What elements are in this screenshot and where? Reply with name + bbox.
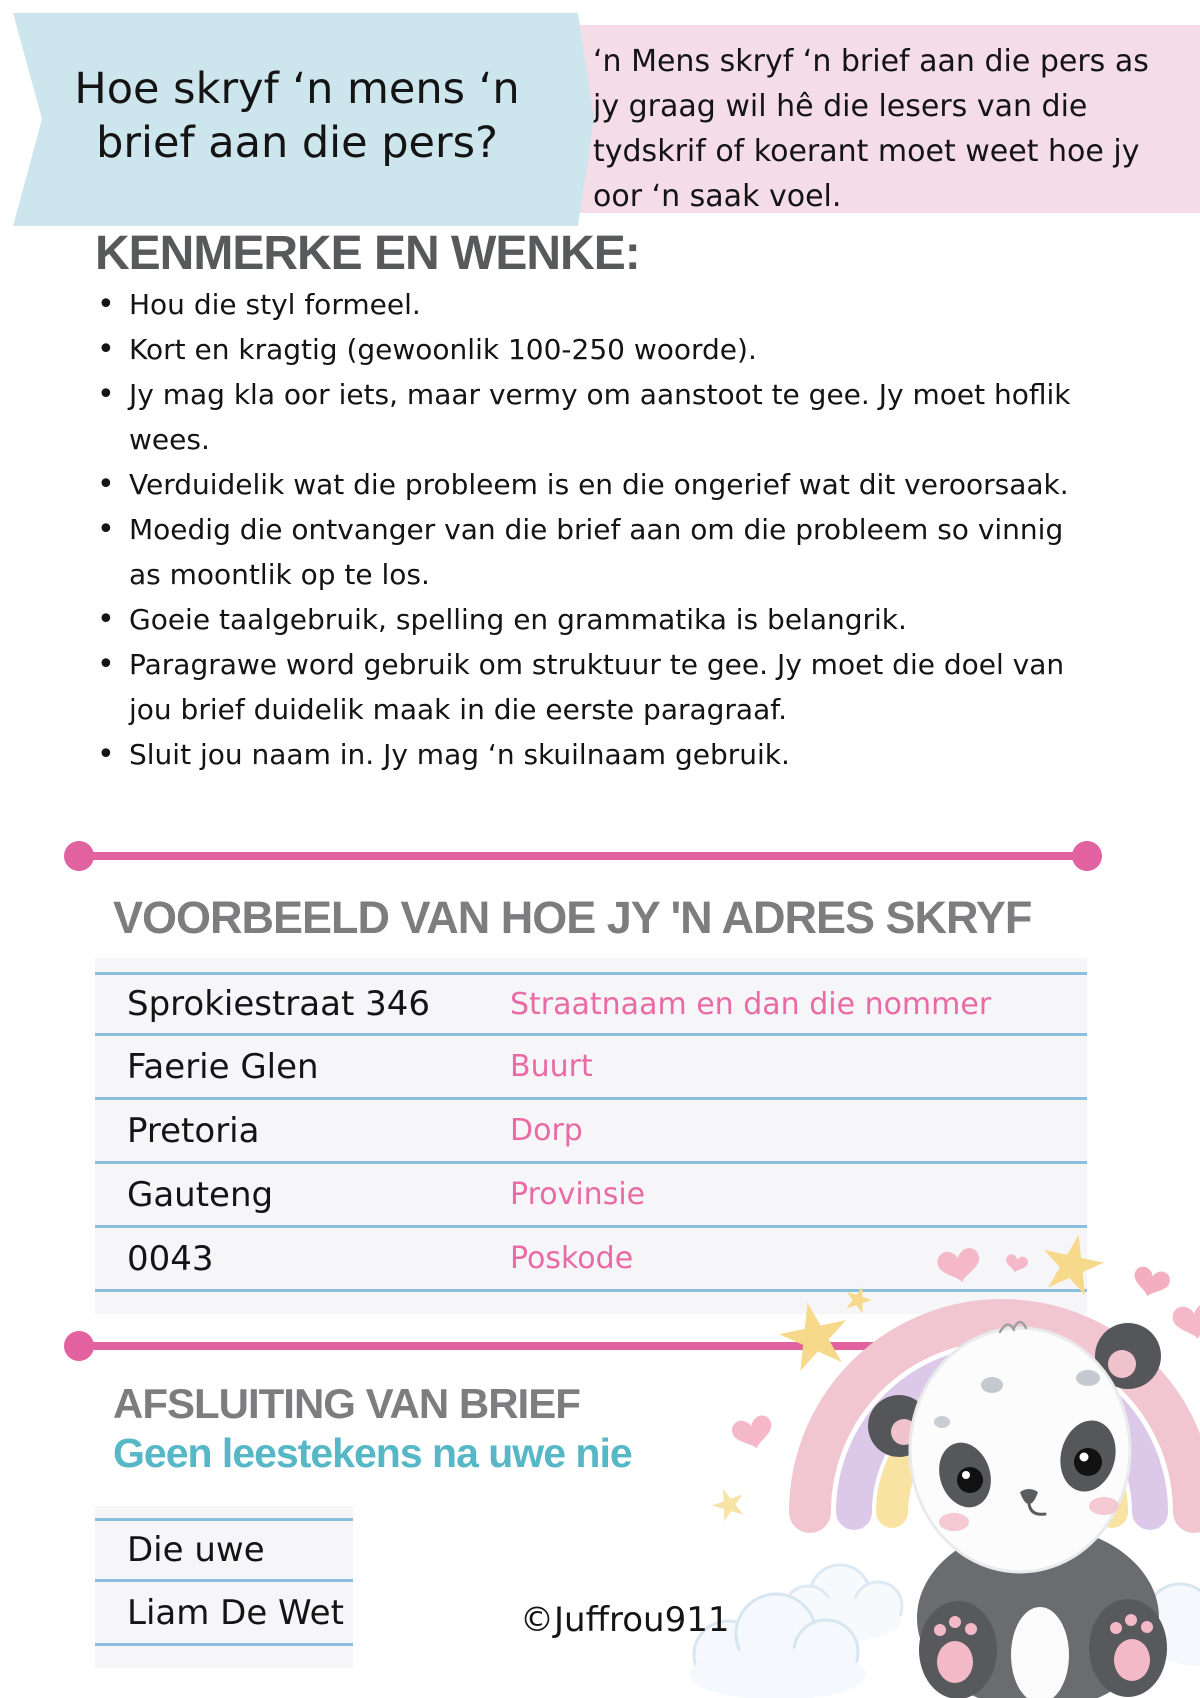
- page-title: [42, 62, 552, 170]
- bullet-item: • Kort en kragtig (gewoonlik 100-250 woorde).: [95, 327, 1080, 372]
- kenmerke-bullet-list: [95, 282, 1080, 777]
- heart-icon: [936, 1247, 983, 1287]
- bullet-item: • Hou die styl formeel.: [95, 282, 1080, 327]
- intro-box: [563, 25, 1200, 213]
- address-value: Faerie Glen: [127, 1046, 319, 1087]
- address-label: Poskode: [510, 1241, 634, 1276]
- table-row: Liam De Wet: [95, 1582, 353, 1646]
- address-label: Buurt: [510, 1049, 593, 1084]
- address-label: Straatnaam en dan die nommer: [510, 986, 992, 1022]
- divider-dot: [64, 1331, 94, 1361]
- address-value: Sprokiestraat 346: [127, 984, 430, 1024]
- bullet-item: • Verduidelik wat die probleem is en die ongerief wat dit veroorsaak.: [95, 462, 1080, 507]
- page-title-line1: Hoe skryf ‘n mens ‘n: [74, 64, 520, 114]
- table-row: [95, 1036, 1087, 1100]
- heart-icon: [730, 1414, 776, 1454]
- divider-dot: [64, 841, 94, 871]
- copyright-credit: ©Juffrou911: [520, 1600, 730, 1640]
- heart-icon: [1171, 1302, 1200, 1342]
- bullet-item: • Sluit jou naam in. Jy mag ‘n skuilnaam gebruik.: [95, 732, 1080, 777]
- address-value: 0043: [127, 1238, 214, 1279]
- address-label: Dorp: [510, 1113, 583, 1148]
- heart-icon: [1130, 1265, 1172, 1301]
- address-label: Provinsie: [510, 1177, 646, 1212]
- bullet-item: • Moedig die ontvanger van die brief aan om die probleem so vinnig as moontlik op te los.: [95, 507, 1080, 597]
- star-icon: [842, 1283, 875, 1315]
- adres-heading: VOORBEELD VAN HOE JY 'N ADRES SKRYF: [113, 892, 1032, 943]
- bullet-item: • Jy mag kla oor iets, maar vermy om aanstoot te gee. Jy moet hoflik wees.: [95, 372, 1080, 462]
- address-value: Pretoria: [127, 1110, 260, 1151]
- star-icon: [1037, 1228, 1109, 1297]
- table-row: [95, 972, 1087, 1036]
- heart-icon: [1004, 1253, 1029, 1274]
- bullet-item: • Paragrawe word gebruik om struktuur te gee. Jy moet die doel van jou brief duidelik maak in die eerste paragraaf.: [95, 642, 1080, 732]
- bullet-item: • Goeie taalgebruik, spelling en grammatika is belangrik.: [95, 597, 1080, 642]
- kenmerke-heading: KENMERKE EN WENKE:: [95, 227, 640, 280]
- afsluiting-heading: AFSLUITING VAN BRIEF: [113, 1380, 580, 1427]
- page-title-line2: brief aan die pers?: [96, 118, 498, 168]
- closing-table: [95, 1506, 353, 1668]
- star-icon: [774, 1296, 855, 1374]
- table-row: Die uwe: [95, 1518, 353, 1582]
- address-value: Gauteng: [127, 1174, 274, 1215]
- intro-text: ‘n Mens skryf ‘n brief aan die pers as jy graag wil hê die lesers van die tydskrif of koerant moet weet hoe jy oor ‘n saak voel.: [593, 44, 1149, 214]
- divider-dot: [1072, 841, 1102, 871]
- star-icon: [708, 1483, 749, 1523]
- section-divider: [74, 852, 1092, 860]
- afsluiting-subheading: Geen leestekens na uwe nie: [113, 1430, 632, 1476]
